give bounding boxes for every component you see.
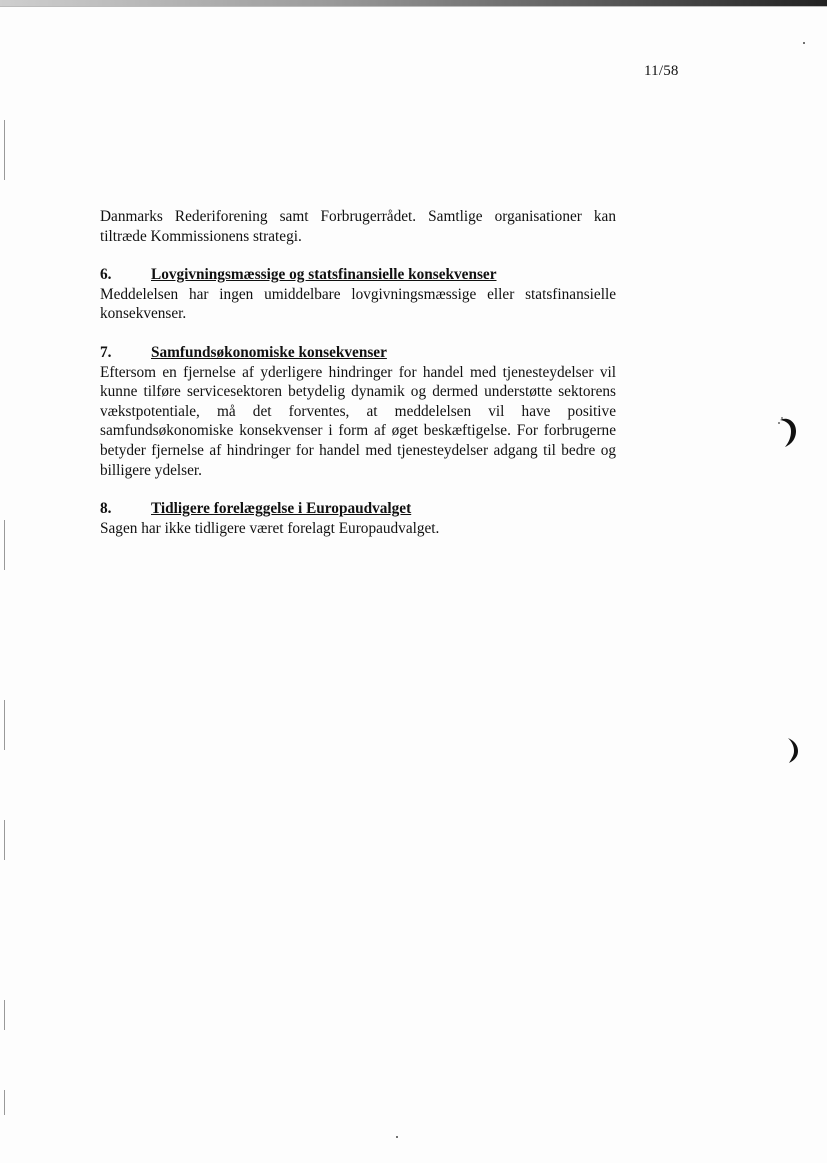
scan-margin-line	[4, 700, 5, 750]
intro-paragraph: Danmarks Rederiforening samt Forbrugerrådet. Samtlige organisationer kan tiltræde Kommissionens strategi.	[100, 208, 616, 245]
section-title: Tidligere forelæggelse i Europaudvalget	[151, 500, 412, 518]
scan-margin-line	[4, 1000, 5, 1030]
section-heading	[100, 499, 616, 519]
scan-speck	[803, 42, 805, 44]
section-7	[100, 343, 616, 480]
binder-hole-mark-icon	[786, 736, 800, 764]
scan-margin-line	[4, 820, 5, 860]
section-number: 8.	[100, 500, 112, 518]
scan-margin-line	[4, 520, 5, 570]
section-heading	[100, 343, 616, 363]
scan-speck	[396, 1136, 398, 1138]
document-body	[100, 207, 616, 538]
section-body: Meddelelsen har ingen umiddelbare lovgivningsmæssige eller statsfinansielle konsekvenser.	[100, 285, 616, 323]
section-heading	[100, 265, 616, 285]
section-body: Eftersom en fjernelse af yderligere hindringer for handel med tjenesteydelser vil kunne tilføre servicesektoren betydelig dynamik og dermed understøtte sektorens vækstpotentiale, må det forventes, at meddelelsen vil have positive samfundsøkonomiske konsekvenser i form af øget beskæftigelse. For forbrugerne betyder fjernelse af hindringer for handel med tjenesteydelser adgang til bedre og billigere ydelser.	[100, 363, 616, 479]
section-number: 7.	[100, 343, 112, 361]
section-body: Sagen har ikke tidligere været forelagt Europaudvalget.	[100, 519, 440, 537]
section-6	[100, 265, 616, 324]
page-number: 11/58	[644, 63, 679, 79]
scan-margin-line	[4, 120, 5, 180]
section-8	[100, 499, 616, 538]
binder-hole-mark-icon	[776, 414, 800, 448]
section-number: 6.	[100, 266, 112, 284]
section-title: Samfundsøkonomiske konsekvenser	[151, 343, 387, 361]
section-title: Lovgivningsmæssige og statsfinansielle konsekvenser	[151, 266, 497, 284]
scan-top-edge-line	[0, 6, 827, 7]
scan-margin-line	[4, 1090, 5, 1115]
